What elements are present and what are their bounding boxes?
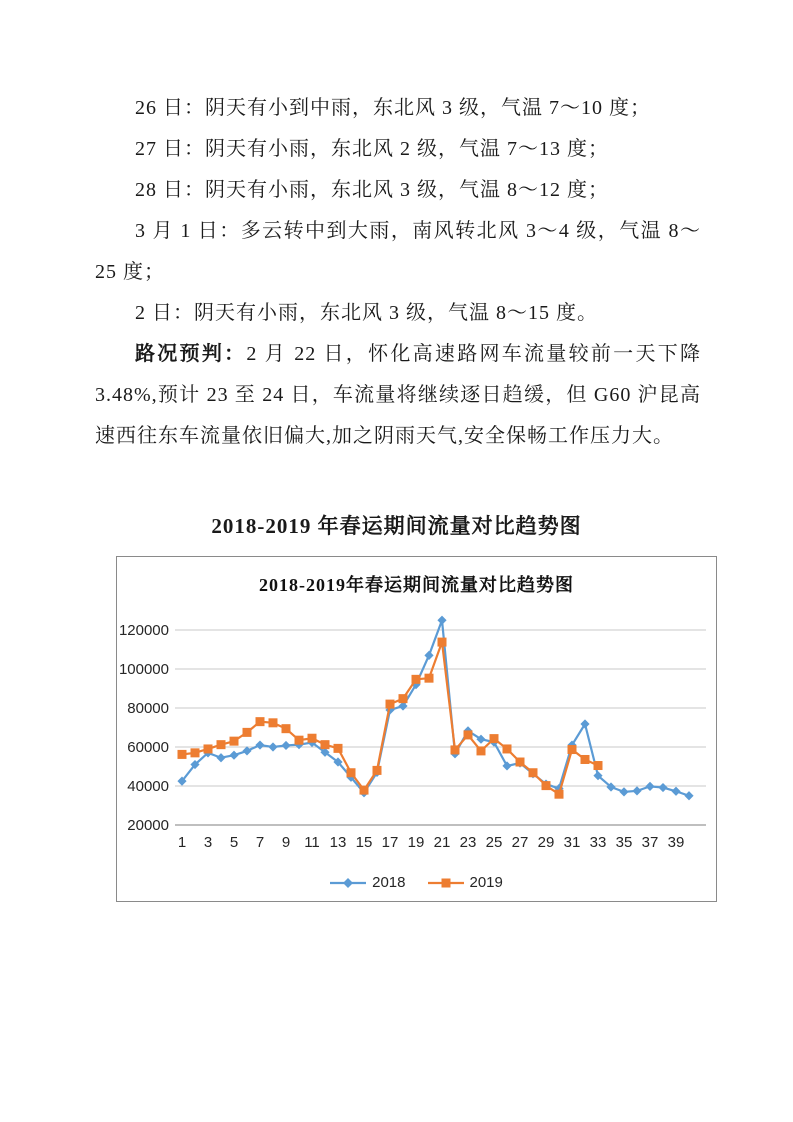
chart-legend xyxy=(117,874,716,891)
svg-text:19: 19 xyxy=(407,834,425,851)
svg-text:80000: 80000 xyxy=(127,700,169,717)
svg-text:37: 37 xyxy=(641,834,659,851)
legend-label-2019: 2019 xyxy=(469,874,503,891)
svg-text:13: 13 xyxy=(329,834,347,851)
flow-trend-chart xyxy=(116,556,717,902)
weather-paragraph: 3 月 1 日：多云转中到大雨，南风转北风 3～4 级，气温 8～25 度； xyxy=(95,220,701,283)
svg-text:100000: 100000 xyxy=(118,661,169,678)
svg-text:15: 15 xyxy=(355,834,373,851)
legend-item-2019 xyxy=(428,874,503,891)
svg-text:39: 39 xyxy=(667,834,685,851)
svg-text:29: 29 xyxy=(537,834,555,851)
svg-text:25: 25 xyxy=(485,834,503,851)
weather-paragraph: 26 日：阴天有小到中雨，东北风 3 级，气温 7～10 度； xyxy=(135,97,651,119)
svg-text:21: 21 xyxy=(433,834,451,851)
legend-item-2018 xyxy=(330,874,405,891)
body-text-block xyxy=(95,88,701,457)
svg-text:9: 9 xyxy=(281,834,291,851)
svg-text:35: 35 xyxy=(615,834,633,851)
chart-title: 2018-2019年春运期间流量对比趋势图 xyxy=(259,575,574,595)
weather-paragraph: 2 日：阴天有小雨，东北风 3 级，气温 8～15 度。 xyxy=(135,302,598,324)
svg-text:11: 11 xyxy=(304,834,320,851)
chart-plot-area xyxy=(117,557,716,901)
weather-paragraph: 28 日：阴天有小雨，东北风 3 级，气温 8～12 度； xyxy=(135,179,609,201)
svg-text:3: 3 xyxy=(203,834,213,851)
svg-text:1: 1 xyxy=(177,834,187,851)
svg-text:5: 5 xyxy=(229,834,239,851)
svg-text:60000: 60000 xyxy=(127,739,169,756)
diamond-marker-icon xyxy=(330,877,366,889)
svg-text:20000: 20000 xyxy=(127,817,169,834)
svg-text:31: 31 xyxy=(563,834,581,851)
svg-text:40000: 40000 xyxy=(127,778,169,795)
legend-label-2018: 2018 xyxy=(372,874,406,891)
forecast-lead-label: 路况预判： xyxy=(135,343,247,365)
forecast-text: 2 月 22 日，怀化高速路网车流量较前一天下降 3.48%,预计 23 至 24 日，车流量将继续逐日趋缓，但 G60 沪昆高速西往东车流量依旧偏大,加之阴雨天气,安全保畅工作压力大。 xyxy=(95,343,702,447)
forecast-paragraph xyxy=(95,334,701,457)
svg-text:23: 23 xyxy=(459,834,477,851)
svg-text:17: 17 xyxy=(381,834,399,851)
svg-text:120000: 120000 xyxy=(118,622,169,639)
svg-text:33: 33 xyxy=(589,834,607,851)
svg-text:7: 7 xyxy=(255,834,265,851)
weather-paragraph: 27 日：阴天有小雨，东北风 2 级，气温 7～13 度； xyxy=(135,138,609,160)
chart-heading: 2018-2019 年春运期间流量对比趋势图 xyxy=(211,514,582,538)
square-marker-icon xyxy=(428,877,464,889)
svg-text:27: 27 xyxy=(511,834,529,851)
